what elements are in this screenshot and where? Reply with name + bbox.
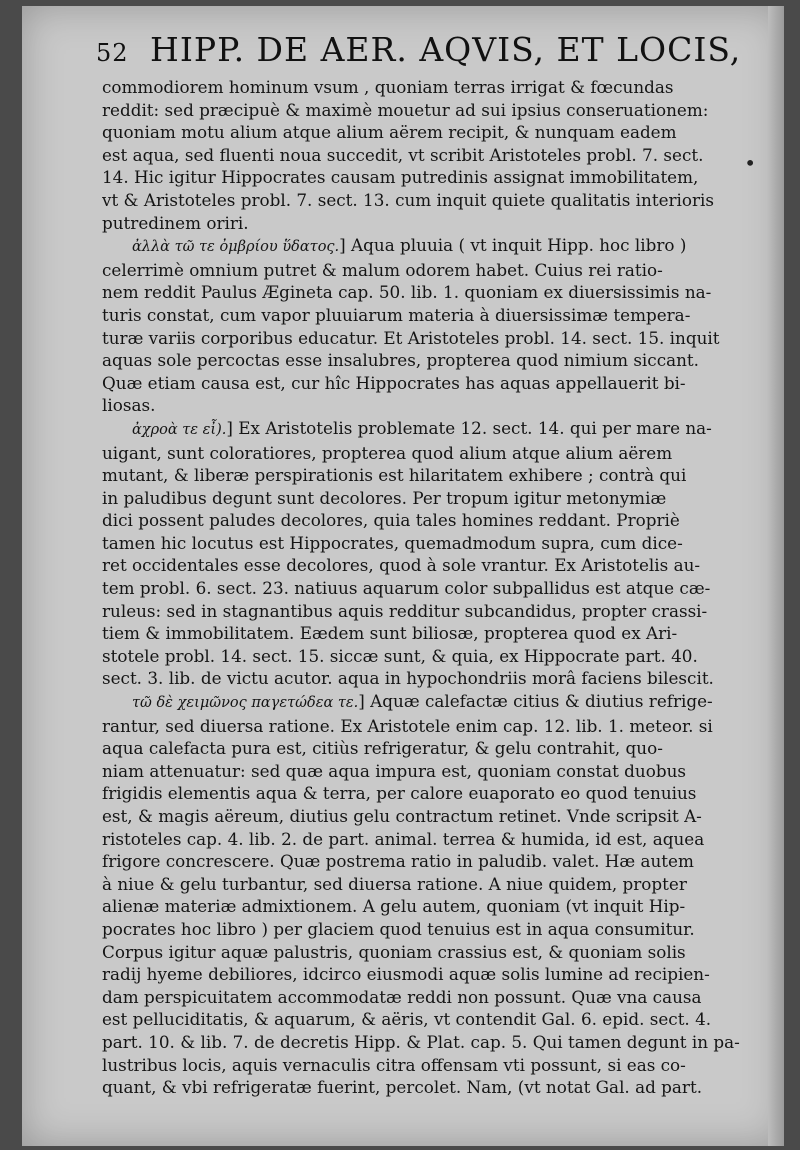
text-line (102, 166, 752, 189)
text-line (102, 715, 752, 738)
line-text: mutant, & liberæ perspirationis est hilaritatem exhibere ; contrà qui (102, 465, 687, 486)
greek-lemma: ἀχροὰ τε εἶ). (132, 421, 227, 438)
greek-lemma: ἀλλὰ τῶ τε ὀμβρίου ὕδατος. (132, 239, 340, 256)
text-line (102, 234, 752, 259)
text-line (102, 417, 752, 442)
text-line (102, 464, 752, 487)
line-text: tem probl. 6. sect. 23. natiuus aquarum color subpallidus est atque cæ- (102, 578, 711, 599)
line-text: commodiorem hominum vsum , quoniam terras irrigat & fœcundas (102, 77, 674, 97)
line-text: ristoteles cap. 4. lib. 2. de part. animal. terrea & humida, id est, aquea (102, 828, 705, 849)
text-line (102, 144, 752, 167)
line-text: est pelluciditatis, & aquarum, & aëris, vt contendit Gal. 6. epid. sect. 4. (102, 1009, 712, 1030)
line-text: lustribus locis, aquis vernaculis citra offensam vti possunt, si eas co- (102, 1054, 686, 1075)
line-text: liosas. (102, 395, 156, 416)
text-line (102, 645, 752, 668)
text-line (102, 577, 752, 600)
line-text: radij hyeme debiliores, idcirco eiusmodi aquæ solis lumine ad recipien- (102, 964, 710, 985)
text-line (102, 918, 752, 941)
text-line (102, 349, 752, 372)
line-text: ruleus: sed in stagnantibus aquis redditur subcandidus, propter crassi- (102, 600, 708, 621)
line-text: Quæ etiam causa est, cur hîc Hippocrates has aquas appellauerit bi- (102, 372, 686, 393)
line-text: frigore concrescere. Quæ postrema ratio in paludib. valet. Hæ autem (102, 851, 694, 872)
text-line (102, 121, 752, 144)
line-text: uigant, sunt coloratiores, propterea quod alium atque alium aërem (102, 442, 673, 463)
text-line (102, 372, 752, 395)
text-line (102, 963, 752, 986)
text-line (102, 1031, 752, 1054)
text-line (102, 304, 752, 327)
text-line (102, 690, 752, 715)
line-text: alienæ materiæ admixtionem. A gelu autem, quoniam (vt inquit Hip- (102, 896, 686, 917)
page-number: 52 (96, 39, 129, 67)
line-text: ] Aquæ calefactæ citius & diutius refrige- (358, 691, 713, 712)
line-text: frigidis elementis aqua & terra, per calore euaporato eo quod tenuius (102, 783, 697, 804)
text-line (102, 327, 752, 350)
line-text: stotele probl. 14. sect. 15. siccæ sunt, & quia, ex Hippocrate part. 40. (102, 645, 698, 666)
text-line (102, 760, 752, 783)
line-text: celerrimè omnium putret & malum odorem habet. Cuius rei ratio- (102, 259, 663, 280)
line-text: est, & magis aëreum, diutius gelu contractum retinet. Vnde scripsit A- (102, 806, 702, 826)
text-line (102, 737, 752, 760)
line-text: tamen hic locutus est Hippocrates, quemadmodum supra, cum dice- (102, 532, 683, 553)
line-text: Corpus igitur aquæ palustris, quoniam crassius est, & quoniam solis (102, 941, 686, 962)
line-text: dici possent paludes decolores, quia tales homines reddant. Propriè (102, 510, 680, 531)
line-text: turis constat, cum vapor pluuiarum materia à diuersissimæ tempera- (102, 304, 691, 325)
text-line (102, 782, 752, 805)
text-line (102, 600, 752, 623)
text-line (102, 532, 752, 555)
greek-lemma: τῶ δὲ χειμῶνος παγετώδεα τε. (132, 695, 359, 712)
line-text: aqua calefacta pura est, citiùs refrigeratur, & gelu contrahit, quo- (102, 738, 663, 759)
line-text: sect. 3. lib. de victu acutor. aqua in hypochondriis morâ faciens bilescit. (102, 668, 714, 689)
text-line (102, 805, 752, 828)
line-text: ] Ex Aristotelis problemate 12. sect. 14. qui per mare na- (226, 417, 712, 438)
line-text: aquas sole percoctas esse insalubres, propterea quod nimium siccant. (102, 350, 699, 371)
text-line (102, 850, 752, 873)
book-page (22, 6, 784, 1146)
body-text (102, 76, 752, 1099)
text-line (102, 1054, 752, 1077)
margin-dot: • (744, 151, 756, 175)
text-line (102, 76, 752, 99)
text-line (102, 99, 752, 122)
line-text: turæ variis corporibus educatur. Et Aristoteles probl. 14. sect. 15. inquit (102, 327, 720, 348)
line-text: nem reddit Paulus Æginetа cap. 50. lib. 1. quoniam ex diuersissimis na- (102, 282, 712, 303)
line-text: quoniam motu alium atque alium aërem recipit, & nunquam eadem (102, 122, 677, 143)
running-header (96, 30, 741, 69)
line-text: dam perspicuitatem accommodatæ reddi non possunt. Quæ vna causa (102, 986, 702, 1007)
text-line (102, 1076, 752, 1099)
text-line (102, 1008, 752, 1031)
line-text: ] Aqua pluuia ( vt inquit Hipp. hoc libro ) (339, 235, 687, 256)
page-edge (768, 6, 784, 1146)
text-line (102, 622, 752, 645)
text-line (102, 442, 752, 465)
text-line (102, 986, 752, 1009)
line-text: reddit: sed præcipuè & maximè mouetur ad sui ipsius conseruationem: (102, 99, 709, 120)
line-text: rantur, sed diuersa ratione. Ex Aristotele enim cap. 12. lib. 1. meteor. si (102, 715, 713, 736)
line-text: part. 10. & lib. 7. de decretis Hipp. & Plat. cap. 5. Qui tamen degunt in pa- (102, 1031, 740, 1052)
running-title: HIPP. DE AER. AQVIS, ET LOCIS, (150, 30, 742, 69)
text-line (102, 212, 752, 235)
line-text: niam attenuatur: sed quæ aqua impura est, quoniam constat duobus (102, 760, 686, 781)
line-text: in paludibus degunt sunt decolores. Per tropum igitur metonymiæ (102, 487, 667, 508)
line-text: tiem & immobilitatem. Eædem sunt biliosæ, propterea quod ex Ari- (102, 623, 678, 644)
text-line (102, 281, 752, 304)
text-line (102, 554, 752, 577)
text-line (102, 259, 752, 282)
text-line (102, 873, 752, 896)
text-line (102, 895, 752, 918)
text-line (102, 487, 752, 510)
line-text: putredinem oriri. (102, 212, 249, 233)
line-text: ret occidentales esse decolores, quod à sole vrantur. Ex Aristotelis au- (102, 555, 701, 576)
text-line (102, 189, 752, 212)
line-text: vt & Aristoteles probl. 7. sect. 13. cum inquit quiete qualitatis interioris (102, 189, 714, 210)
text-line (102, 394, 752, 417)
line-text: quant, & vbi refrigeratæ fuerint, percolet. Nam, (vt notat Gal. ad part. (102, 1077, 703, 1098)
line-text: 14. Hic igitur Hippocrates causam putredinis assignat immobilitatem, (102, 167, 699, 188)
text-line (102, 828, 752, 851)
text-line (102, 667, 752, 690)
line-text: est aqua, sed fluenti noua succedit, vt scribit Aristoteles probl. 7. sect. (102, 144, 704, 165)
line-text: pocrates hoc libro ) per glaciem quod tenuius est in aqua consumitur. (102, 918, 695, 939)
line-text: à niue & gelu turbantur, sed diuersa ratione. A niue quidem, propter (102, 873, 687, 894)
text-line (102, 941, 752, 964)
text-line (102, 509, 752, 532)
